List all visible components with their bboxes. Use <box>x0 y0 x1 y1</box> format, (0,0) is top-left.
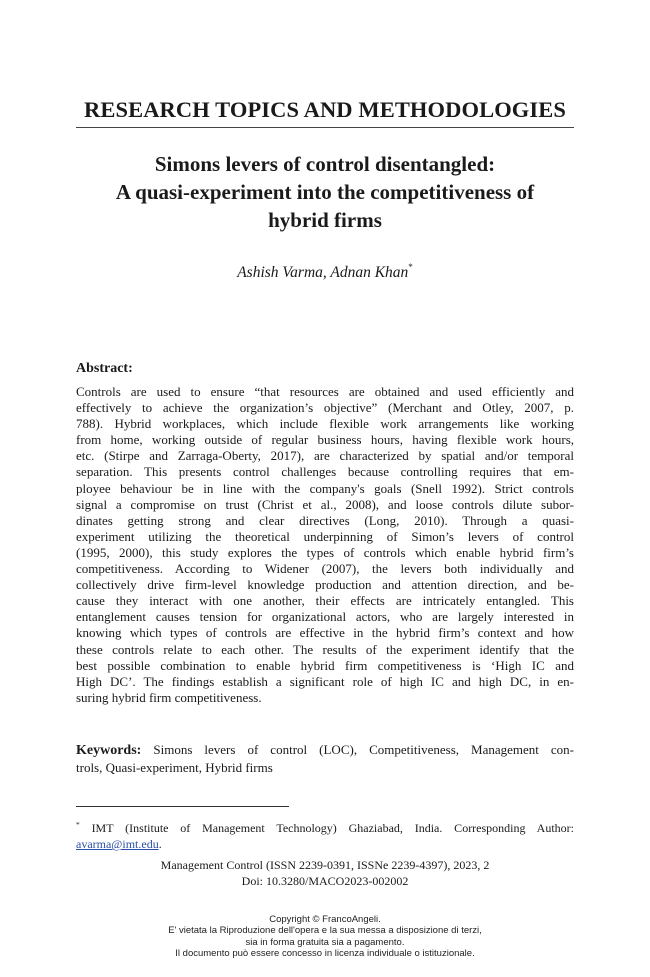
copyright-line: Il documento può essere concesso in licenza individuale o istituzionale. <box>175 948 475 960</box>
abstract-line: entanglement causes tension for organizational actors, who are largely interested in <box>76 609 574 625</box>
copyright-line: E' vietata la Riproduzione dell'opera e la sua messa a disposizione di terzi, <box>168 925 482 937</box>
abstract-line: from home, working outside of regular business hours, having flexible work hours, <box>76 432 574 448</box>
author-email-link[interactable]: avarma@imt.edu <box>76 837 159 851</box>
journal-doi: Doi: 10.3280/MACO2023-002002 <box>241 874 409 888</box>
author-list <box>76 257 574 283</box>
author-names: Ashish Varma, Adnan Khan <box>237 264 409 281</box>
keywords-text: Simons levers of control (LOC), Competitiveness, Management con- <box>153 742 575 757</box>
abstract-line: dinates getting strong and clear directives (Long, 2010). Through a quasi- <box>76 512 574 528</box>
keywords-text: trols, Quasi-experiment, Hybrid firms <box>76 760 273 775</box>
abstract-line: effectively to achieve the organization’s objective” (Merchant and Otley, 2007, p. <box>76 400 574 416</box>
keywords-block <box>76 741 574 776</box>
author-footnote <box>76 817 574 852</box>
paper-title <box>76 150 574 234</box>
footnote-marker: * <box>76 820 80 829</box>
title-line: Simons levers of control disentangled: <box>154 152 496 176</box>
abstract-line: best possible combination to enable hybrid firm competitiveness is ‘High IC and <box>76 657 574 673</box>
abstract-body <box>76 384 574 706</box>
section-header: RESEARCH TOPICS AND METHODOLOGIES <box>76 96 574 128</box>
abstract-line: ployee behaviour be in line with the company's goals (Snell 1992). Strict controls <box>76 480 574 496</box>
keywords-label: Keywords: <box>76 743 142 758</box>
abstract-line: (1995, 2000), this study explores the types of controls which enable hybrid firm’s <box>76 544 574 560</box>
copyright-line: sia in forma gratuita sia a pagamento. <box>245 936 405 948</box>
abstract-line: knowing which types of controls are effective in the hybrid firm’s context and how <box>76 625 574 641</box>
footnote-divider <box>76 806 289 807</box>
abstract-line: 788). Hybrid workplaces, which include flexible work arrangements like working <box>76 416 574 432</box>
abstract-line: competitiveness. According to Widener (2007), the levers both individually and <box>76 561 574 577</box>
title-line: A quasi-experiment into the competitiveness of <box>115 180 535 204</box>
abstract-line: signal a compromise on trust (Christ et al., 2008), and loose controls dilute subor- <box>76 496 574 512</box>
abstract-line: Controls are used to ensure “that resources are obtained and used efficiently and <box>76 384 574 399</box>
footnote-period: . <box>158 837 162 851</box>
journal-citation: Management Control (ISSN 2239-0391, ISSNe 2239-4397), 2023, 2 <box>160 858 490 872</box>
abstract-line: experiment utilizing the theoretical underpinning of Simon’s levers of control <box>76 528 574 544</box>
abstract-line: these controls relate to each other. The results of the experiment identify that the <box>76 641 574 657</box>
author-footnote-marker: * <box>408 262 413 272</box>
copyright-line: Copyright © FrancoAngeli. <box>269 914 381 925</box>
abstract-line: collectively drive firm-level knowledge production and attention direction, and be- <box>76 577 574 593</box>
abstract-line: etc. (Stirpe and Zarraga-Oberty, 2017), are characterized by spatial and/or temporal <box>76 448 574 464</box>
abstract-line: High DC’. The findings establish a significant role of high IC and high DC, in en- <box>76 673 574 689</box>
abstract-line: separation. This presents control challenges because controlling requires that em- <box>76 464 574 480</box>
abstract-line: suring hybrid firm competitiveness. <box>76 689 262 705</box>
abstract-heading: Abstract: <box>76 361 133 376</box>
journal-info <box>76 857 574 889</box>
footnote-affiliation: IMT (Institute of Management Technology) Ghaziabad, India. Corresponding Author: <box>91 821 574 835</box>
title-line: hybrid firms <box>268 208 382 232</box>
abstract-line: cause they interact with one another, their effects are intricately entangled. This <box>76 593 574 609</box>
copyright-notice <box>76 914 574 960</box>
